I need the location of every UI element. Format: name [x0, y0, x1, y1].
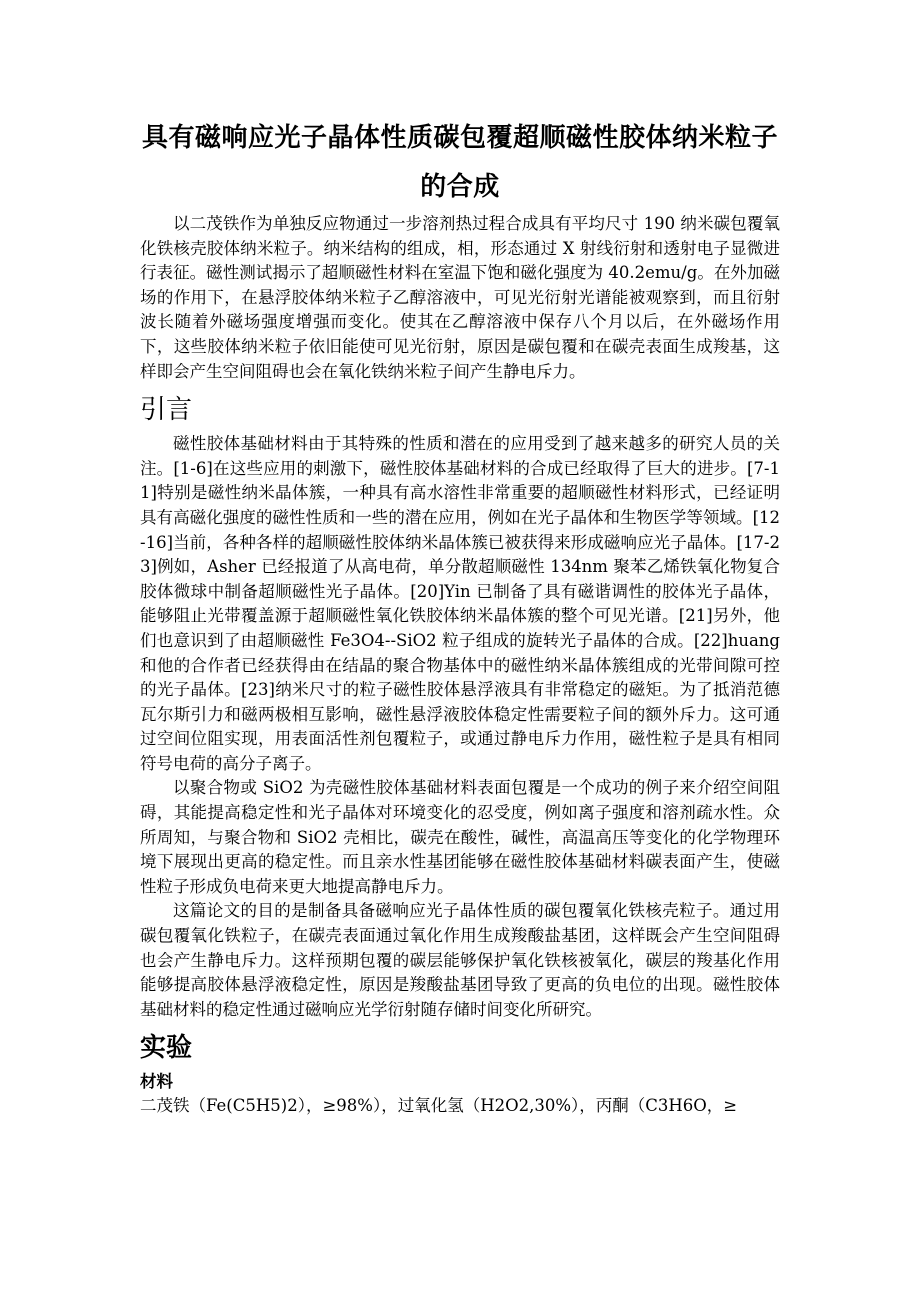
intro-paragraph-1: 磁性胶体基础材料由于其特殊的性质和潜在的应用受到了越来越多的研究人员的关注。[1-6]在这些应用的刺激下，磁性胶体基础材料的合成已经取得了巨大的进步。[7-11]特别是磁性纳米晶体簇，一种具有高水溶性非常重要的超顺磁性材料形式，已经证明具有高磁化强度的磁性性质和一些的潜在应用，例如在光子晶体和生物医学等领域。[12-16]当前，各种各样的超顺磁性胶体纳米晶体簇已被获得来形成磁响应光子晶体。[17-23]例如，Asher 已经报道了从高电荷，单分散超顺磁性 134nm 聚苯乙烯铁氧化物复合胶体微球中制备超顺磁性光子晶体。[20]Yin 已制备了具有磁谐调性的胶体光子晶体，能够阻止光带覆盖源于超顺磁性氧化铁胶体纳米晶体簇的整个可见光谱。[21]另外，他们也意识到了由超顺磁性 Fe3O4--SiO2 粒子组成的旋转光子晶体的合成。[22]huang 和他的合作者已经获得由在结晶的聚合物基体中的磁性纳米晶体簇组成的光带间隙可控的光子晶体。[23]纳米尺寸的粒子磁性胶体悬浮液具有非常稳定的磁矩。为了抵消范德瓦尔斯引力和磁两极相互影响，磁性悬浮液胶体稳定性需要粒子间的额外斥力。这可通过空间位阻实现，用表面活性剂包覆粒子，或通过静电斥力作用，磁性粒子是具有相同符号电荷的高分子离子。 [140, 434, 780, 773]
document-page [140, 114, 780, 1119]
intro-paragraph-3: 这篇论文的目的是制备具备磁响应光子晶体性质的碳包覆氧化铁核壳粒子。通过用碳包覆氧化铁粒子，在碳壳表面通过氧化作用生成羧酸盐基团，这样既会产生空间阻碍也会产生静电斥力。这样预期包覆的碳层能够保护氧化铁核被氧化，碳层的羧基化作用能够提高胶体悬浮液稳定性，原因是羧酸盐基团导致了更高的负电位的出现。磁性胶体基础材料的稳定性通过磁响应光学衍射随存储时间变化所研究。 [140, 901, 780, 1019]
abstract-paragraph: 以二茂铁作为单独反应物通过一步溶剂热过程合成具有平均尺寸 190 纳米碳包覆氧化铁核壳胶体纳米粒子。纳米结构的组成，相，形态通过 X 射线衍射和透射电子显微进行表征。磁性测试揭示了超顺磁性材料在室温下饱和磁化强度为 40.2emu/g。在外加磁场的作用下，在悬浮胶体纳米粒子乙醇溶液中，可见光衍射光谱能被观察到，而且衍射波长随着外磁场强度增强而变化。使其在乙醇溶液中保存八个月以后，在外磁场作用下，这些胶体纳米粒子依旧能使可见光衍射，原因是碳包覆和在碳壳表面生成羧基，这样即会产生空间阻碍也会在氧化铁纳米粒子间产生静电斥力。 [140, 214, 780, 381]
materials-heading: 材料 [140, 1072, 173, 1092]
intro-paragraph-2: 以聚合物或 SiO2 为壳磁性胶体基础材料表面包覆是一个成功的例子来介绍空间阻碍，其能提高稳定性和光子晶体对环境变化的忍受度，例如离子强度和溶剂疏水性。众所周知，与聚合物和 SiO2 壳相比，碳壳在酸性，碱性，高温高压等变化的化学物理环境下展现出更高的稳定性。而且亲水性基团能够在磁性胶体基础材料碳表面产生，使磁性粒子形成负电荷来更大地提高静电斥力。 [140, 778, 780, 896]
intro-heading: 引言 [140, 395, 193, 426]
materials-paragraph: 二茂铁（Fe(C5H5)2），≥98%），过氧化氢（H2O2,30%），丙酮（C3H6O，≥ [140, 1096, 738, 1116]
paper-title: 具有磁响应光子晶体性质碳包覆超顺磁性胶体纳米粒子的合成 [141, 123, 778, 202]
experiment-heading: 实验 [140, 1033, 193, 1064]
